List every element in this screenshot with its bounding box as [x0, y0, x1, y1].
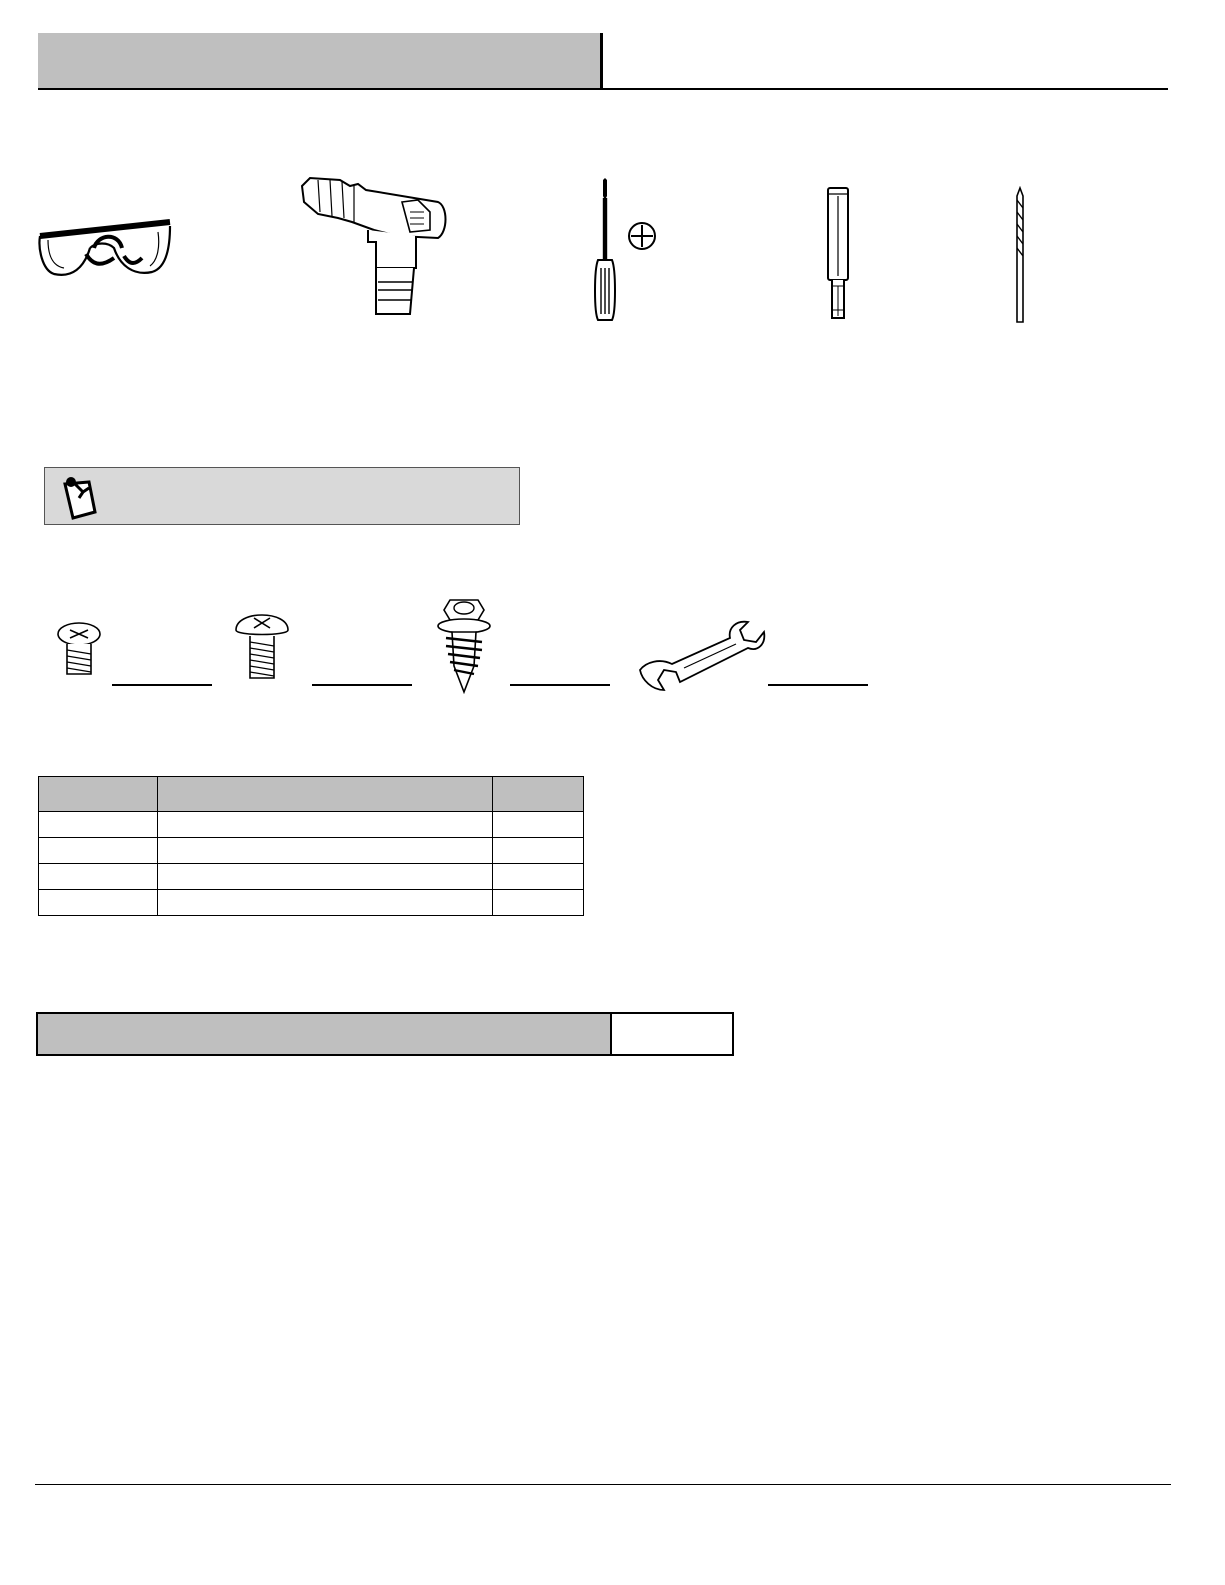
flat-head-screw-icon — [56, 620, 102, 680]
table-row — [39, 838, 584, 864]
open-end-wrench-icon — [636, 618, 768, 694]
table-row — [39, 864, 584, 890]
safety-glasses-icon — [38, 218, 174, 280]
hardware-table — [38, 776, 584, 916]
hex-washer-screw-icon — [436, 596, 492, 694]
header-divider — [38, 88, 1168, 90]
phillips-screwdriver-icon — [590, 176, 662, 324]
table-header-cell — [39, 777, 158, 812]
table-cell — [158, 838, 493, 864]
drill-bit-icon — [1010, 186, 1030, 328]
quantity-line — [510, 684, 610, 686]
table-cell — [493, 864, 584, 890]
table-cell — [158, 864, 493, 890]
table-cell — [493, 812, 584, 838]
step-value-cell — [612, 1014, 732, 1054]
table-cell — [39, 812, 158, 838]
step-header-box — [36, 1012, 734, 1056]
note-callout — [44, 467, 520, 525]
step-title-cell — [38, 1014, 612, 1054]
truss-head-screw-icon — [232, 604, 292, 684]
note-pin-icon — [59, 476, 101, 525]
table-header-row — [39, 777, 584, 812]
section-header-band — [38, 33, 603, 89]
table-cell — [158, 812, 493, 838]
table-header-cell — [158, 777, 493, 812]
table-cell — [39, 838, 158, 864]
table-row — [39, 812, 584, 838]
table-header-cell — [493, 777, 584, 812]
quantity-line — [768, 684, 868, 686]
socket-bit-icon — [824, 186, 854, 324]
power-drill-icon — [298, 172, 450, 316]
table-cell — [493, 890, 584, 916]
table-cell — [39, 890, 158, 916]
quantity-line — [112, 684, 212, 686]
footer-divider — [35, 1484, 1171, 1485]
table-cell — [158, 890, 493, 916]
table-row — [39, 890, 584, 916]
table-cell — [493, 838, 584, 864]
quantity-line — [312, 684, 412, 686]
table-cell — [39, 864, 158, 890]
